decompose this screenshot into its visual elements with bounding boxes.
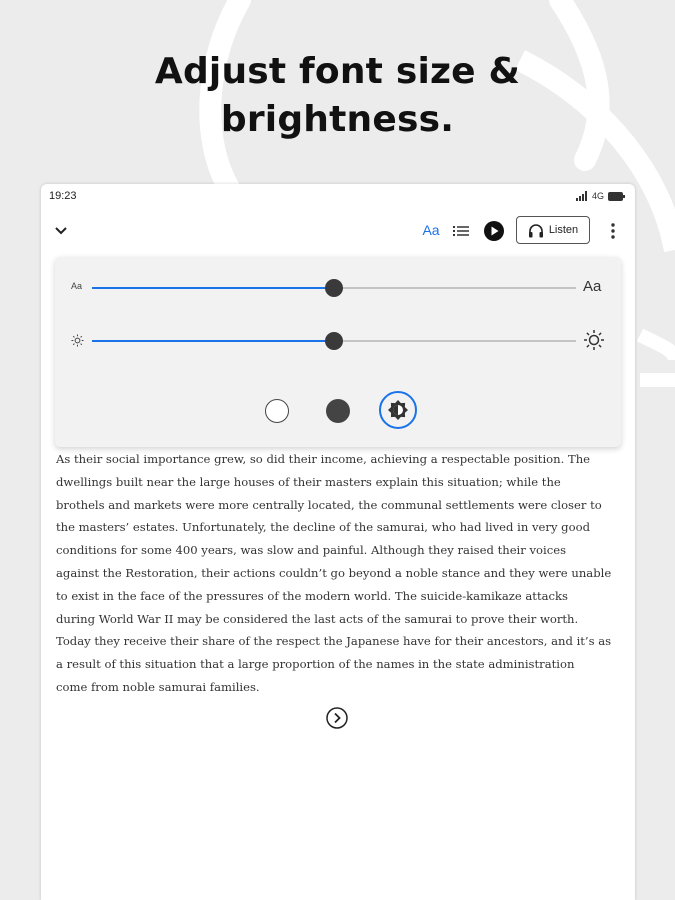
auto-brightness-icon [386,398,410,422]
brightness-slider-fill [92,340,334,342]
text-line: brothels and markets were more centrally located, the communal settlements were closer to [56,497,602,512]
font-size-slider-thumb[interactable] [325,279,343,297]
signal-icon [576,191,588,201]
font-size-slider[interactable] [92,287,576,289]
reader-toolbar [41,214,635,248]
listen-button[interactable] [516,216,590,244]
sun-small-icon [71,334,84,347]
brightness-slider-thumb[interactable] [325,332,343,350]
status-time: 19:23 [49,190,77,202]
font-size-large-label: Aa [583,278,602,295]
text-line: against the Restoration, their actions couldn’t go beyond a noble stance and they were unable [56,565,612,580]
text-line: As their social importance grew, so did their income, achieving a respectable position. The [56,452,591,466]
device-screen [41,184,635,900]
book-text [56,448,626,699]
text-line: the masters’ estates. Unfortunately, the decline of the samurai, who had lived in very good [56,520,590,535]
status-icons [576,189,625,203]
text-line: Today they receive their share of the respect the Japanese have for their ancestors, and it’s as [56,634,612,649]
promo-title-line-1: Adjust font size & [154,51,521,92]
promo-title-line-2: brightness. [220,99,455,140]
font-size-small-label: Aa [71,281,83,291]
listen-label: Listen [548,224,579,236]
theme-selector [55,389,621,429]
text-line: dwellings built near the large houses of their masters explain this situation; while the [56,474,561,489]
promo-title [0,48,675,144]
brightness-slider[interactable] [92,340,576,342]
play-icon[interactable] [482,219,506,243]
text-line: to exist in the face of the pressures of the modern world. The suicide-kamikaze attacks [56,588,568,603]
text-line: a result of this situation that a large proportion of the names in the state administration [56,657,575,672]
status-bar [41,184,635,210]
font-settings-button[interactable]: Aa [422,222,440,238]
list-icon[interactable] [451,221,471,241]
brightness-row [55,326,621,356]
battery-icon [608,192,625,201]
font-size-slider-fill [92,287,334,289]
headphones-icon [528,223,544,238]
text-line: during World War II may be considered the last acts of the samurai to prove their worth. [56,611,579,626]
theme-auto-button[interactable] [379,391,417,429]
font-size-row [55,273,621,303]
theme-dark-button[interactable] [326,399,350,423]
chevron-right-circle-icon[interactable] [326,707,348,729]
font-brightness-panel [55,257,621,447]
network-type: 4G [591,191,604,201]
more-vertical-icon[interactable] [605,221,621,241]
sun-large-icon [583,329,605,351]
theme-light-button[interactable] [265,399,289,423]
text-line: come from noble samurai families. [56,679,260,694]
chevron-down-icon[interactable] [51,221,71,241]
text-line: conditions for some 400 years, was slow and painful. Although they raised their voices [56,543,567,558]
